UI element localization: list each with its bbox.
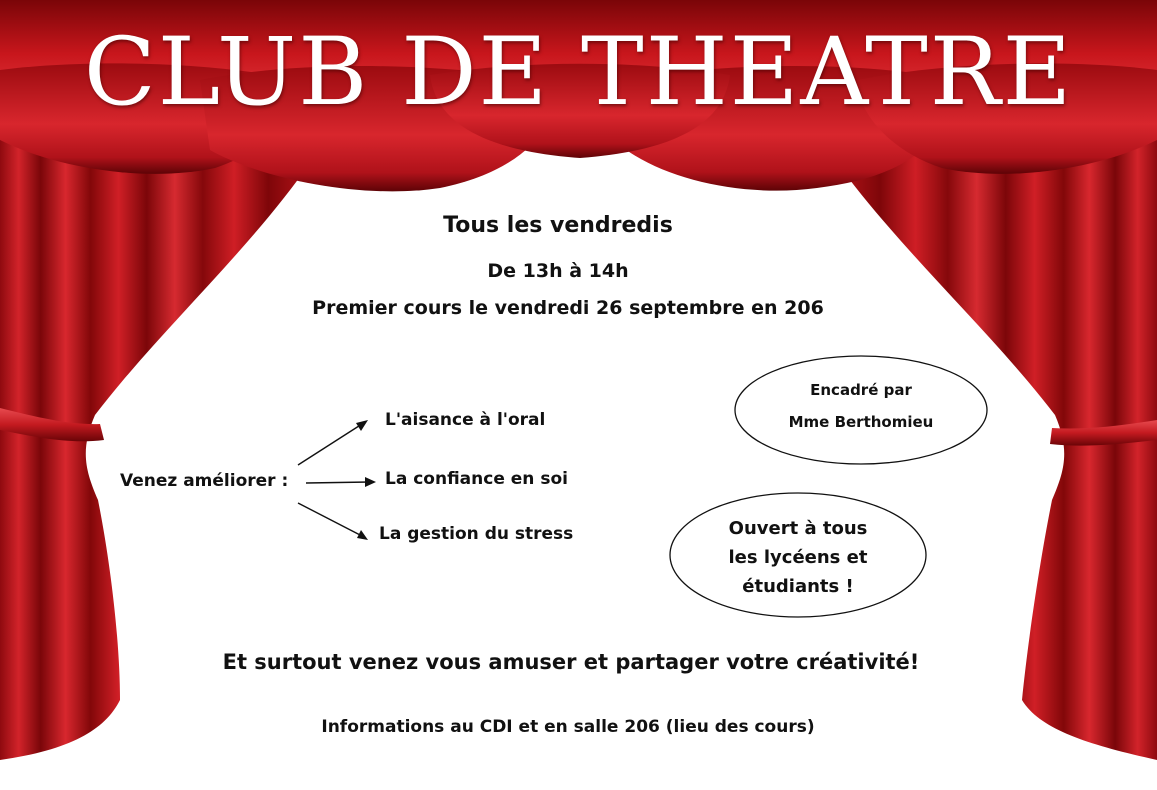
improve-lead: Venez améliorer : <box>120 471 289 491</box>
open-to-label <box>688 514 908 601</box>
arrow-to-aisance <box>298 420 368 465</box>
improve-item-stress: La gestion du stress <box>379 524 574 544</box>
improve-item-aisance: L'aisance à l'oral <box>385 410 546 430</box>
schedule-hours: De 13h à 14h <box>487 260 629 282</box>
arrow-to-stress <box>298 503 368 540</box>
supervisor-line-1: Encadré par <box>810 381 912 399</box>
info-line: Informations au CDI et en salle 206 (lieu des cours) <box>321 717 815 737</box>
poster-title: CLUB DE THEATRE <box>83 18 1074 127</box>
arrow-to-confiance <box>306 477 376 487</box>
open-to-line-1: Ouvert à tous <box>728 518 868 539</box>
supervisor-line-2: Mme Berthomieu <box>788 413 934 431</box>
open-to-line-2: les lycéens et <box>728 547 868 568</box>
schedule-day: Tous les vendredis <box>443 213 673 238</box>
supervisor-label <box>755 374 967 438</box>
tagline: Et surtout venez vous amuser et partager votre créativité! <box>222 650 920 674</box>
schedule-first-class: Premier cours le vendredi 26 septembre en 206 <box>312 297 824 319</box>
open-to-line-3: étudiants ! <box>742 576 854 597</box>
improve-item-confiance: La confiance en soi <box>385 469 568 489</box>
